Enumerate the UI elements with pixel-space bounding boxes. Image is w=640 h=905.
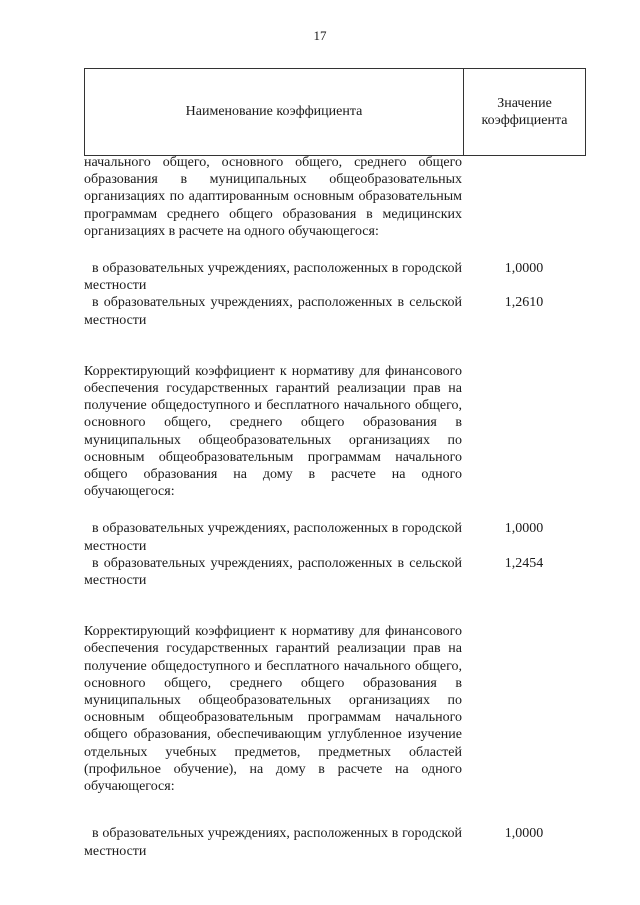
row-value: 1,0000 bbox=[504, 261, 544, 277]
row-label: в образовательных учреждениях, расположенных в сельской местности bbox=[84, 295, 462, 328]
row-value: 1,0000 bbox=[504, 826, 544, 842]
row-value: 1,0000 bbox=[504, 521, 544, 537]
column-header-value: Значение коэффициента bbox=[481, 96, 568, 128]
row-value: 1,2610 bbox=[504, 295, 544, 311]
table-row bbox=[84, 555, 586, 589]
coefficient-paragraph: Корректирующий коэффициент к нормативу для финансового обеспечения государственных гарантий реализации прав на получение общедоступного и бесплатного начального общего, основного общего, среднего общего образования в муниципальных общеобразовательных организациях по основным общеобразовательным программам начального общего образования на дому в расчете на одного обучающегося: bbox=[84, 363, 462, 500]
row-label: в образовательных учреждениях, расположенных в городской местности bbox=[84, 826, 462, 859]
continuation-paragraph: начального общего, основного общего, среднего общего образования в муниципальных общеобразовательных организациях по адаптированным основным образовательным программам среднего общего образования в медицинских организациях в расчете на одного обучающегося: bbox=[84, 155, 462, 239]
row-label: в образовательных учреждениях, расположенных в городской местности bbox=[84, 261, 462, 294]
row-value: 1,2454 bbox=[504, 555, 544, 571]
table-row bbox=[84, 825, 586, 859]
row-label: в образовательных учреждениях, расположенных в сельской местности bbox=[84, 555, 462, 589]
row-label: в образовательных учреждениях, расположенных в городской местности bbox=[84, 521, 462, 554]
coefficient-paragraph: Корректирующий коэффициент к нормативу для финансового обеспечения государственных гарантий реализации прав на получение общедоступного и бесплатного начального общего, основного общего, среднего общего образования в муниципальных общеобразовательных организациях по основным общеобразовательным программам начального общего образования, обеспечивающим углубленное изучение отдельных учебных предметов, предметных областей (профильное обучение), на дому в расчете на одного обучающегося: bbox=[84, 624, 462, 795]
table-row bbox=[84, 294, 586, 328]
table-header bbox=[84, 68, 586, 156]
table-body bbox=[84, 154, 586, 860]
column-header-name: Наименование коэффициента bbox=[185, 104, 363, 119]
page-number: 17 bbox=[313, 28, 327, 43]
table-row bbox=[84, 520, 586, 554]
table-row bbox=[84, 260, 586, 294]
